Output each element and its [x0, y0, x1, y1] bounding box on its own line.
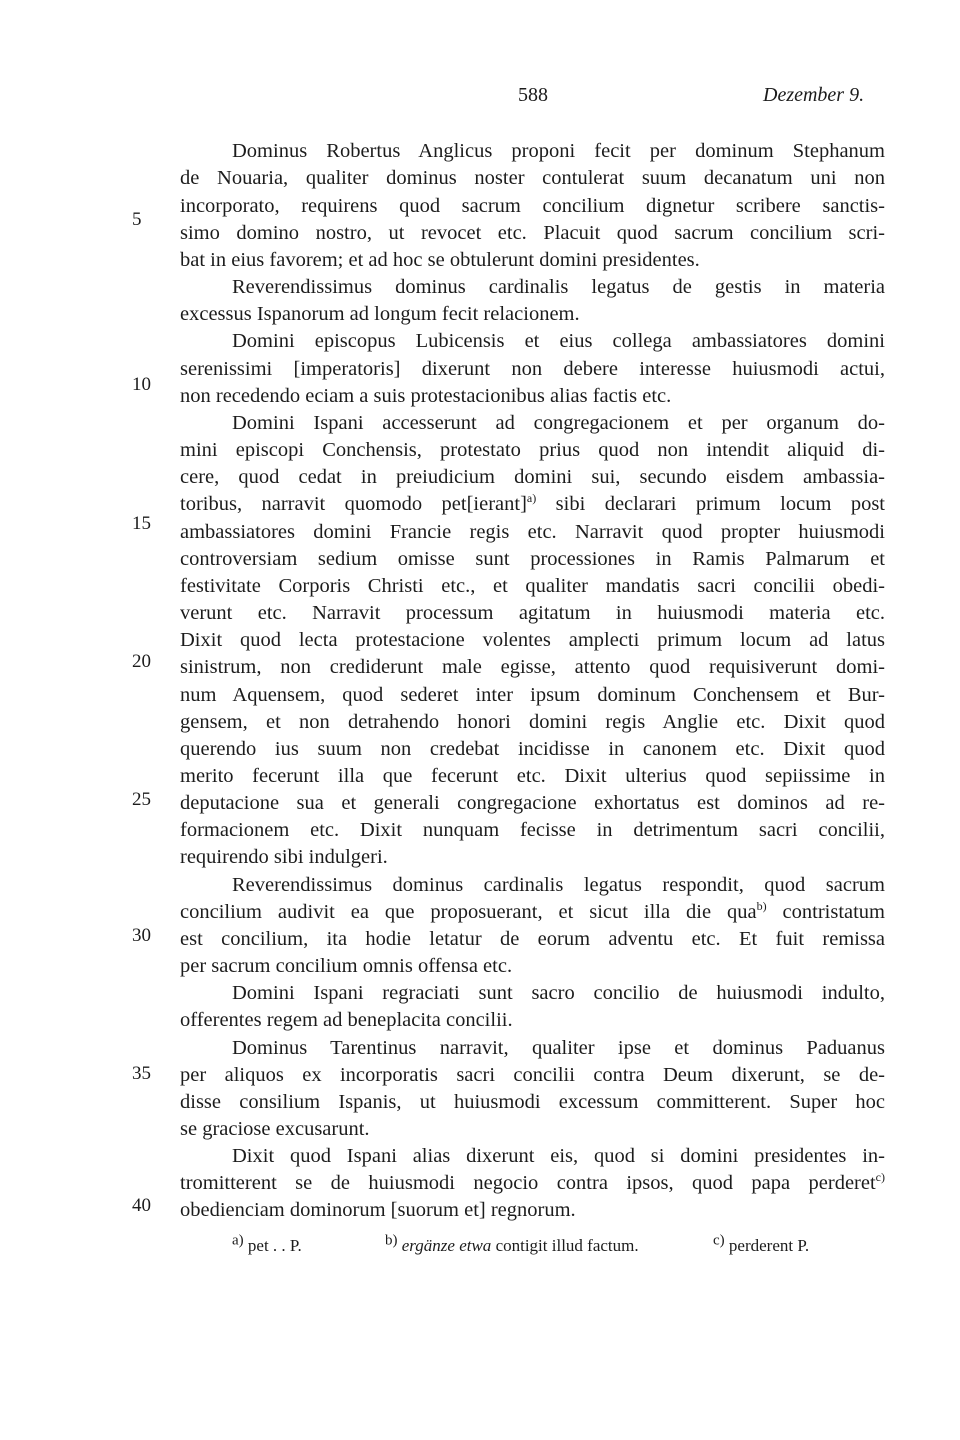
margin-line-number: 5: [132, 209, 142, 230]
footnote-text: perderent P.: [728, 1236, 810, 1255]
text-line: simo domino nostro, ut revocet etc. Placuit quod sacrum concilium scri-: [180, 222, 885, 244]
text-fragment: tromitterent se de huiusmodi negocio contra ipsos, quod papa perderet: [180, 1172, 876, 1194]
text-line: Domini episcopus Lubicensis et eius collega ambassiatores domini: [232, 330, 885, 352]
text-fragment: concilium audivit ea que proposuerant, et sicut illa die qua: [180, 901, 757, 923]
text-line: deputacione sua et generali congregacione exhortatus est dominos ad re-: [180, 792, 885, 814]
text-line: querendo ius suum non credebat incidisse in canonem etc. Dixit quod: [180, 738, 885, 760]
text-line: num Aquensem, quod sederet inter ipsum dominum Conchensem et Bur-: [180, 684, 885, 706]
text-line: incorporato, requirens quod sacrum concilium dignetur scribere sanctis-: [180, 195, 885, 217]
text-line: Domini Ispani accesserunt ad congregacionem et per organum do-: [232, 412, 885, 434]
footnote-text: contigit illud factum.: [495, 1236, 639, 1255]
margin-line-number: 35: [132, 1063, 151, 1084]
text-line: merito fecerunt illa que fecerunt etc. Dixit ulterius quod sepiissime in: [180, 765, 885, 787]
running-head: Dezember 9.: [763, 84, 865, 106]
footnote-reference: c): [875, 1170, 885, 1185]
text-line: [180, 490, 885, 518]
text-line: Domini Ispani regraciati sunt sacro concilio de huiusmodi indulto,: [232, 982, 885, 1004]
text-line: Dominus Tarentinus narravit, qualiter ipse et dominus Paduanus: [232, 1037, 885, 1059]
text-line: excessus Ispanorum ad longum fecit relacionem.: [180, 303, 580, 325]
margin-line-number: 10: [132, 374, 151, 395]
text-line: bat in eius favorem; et ad hoc se obtulerunt domini presidentes.: [180, 249, 700, 271]
footnote-a: [232, 1233, 302, 1259]
footnote-mark: c): [713, 1232, 725, 1249]
margin-line-number: 15: [132, 513, 151, 534]
text-line: controversiam sedium omisse sunt processiones in Ramis Palmarum et: [180, 548, 885, 570]
text-line: gensem, et non detrahendo honori domini regis Anglie etc. Dixit quod: [180, 711, 885, 733]
text-line: sinistrum, non crediderunt male egisse, attento quod requisiverunt domi-: [180, 656, 885, 678]
text-line: Reverendissimus dominus cardinalis legatus respondit, quod sacrum: [232, 874, 885, 896]
text-line: de Nouaria, qualiter dominus noster contulerat suum decanatum uni non: [180, 167, 885, 189]
text-line: cere, quod cedat in preiudicium domini sui, secundo eisdem ambassia-: [180, 466, 885, 488]
text-line: festivitate Corporis Christi etc., et qualiter mandatis sacri concilii obedi-: [180, 575, 885, 597]
footnote-text: pet . . P.: [247, 1236, 302, 1255]
text-fragment: toribus, narravit quomodo pet[ierant]: [180, 493, 527, 515]
text-line: verunt etc. Narravit processum agitatum in huiusmodi materia etc.: [180, 602, 885, 624]
text-line: [180, 898, 885, 926]
text-line: per sacrum concilium omnis offensa etc.: [180, 955, 513, 977]
text-line: Dixit quod lecta protestacione volentes amplecti primum locum ad latus: [180, 629, 885, 651]
text-line: se graciose excusarunt.: [180, 1118, 370, 1140]
text-line: Dixit quod Ispani alias dixerunt eis, quod si domini presidentes in-: [232, 1145, 885, 1167]
text-line: per aliquos ex incorporatis sacri concilii contra Deum dixerunt, se de-: [180, 1064, 885, 1086]
text-line: requirendo sibi indulgeri.: [180, 846, 388, 868]
text-line: Reverendissimus dominus cardinalis legatus de gestis in materia: [232, 276, 885, 298]
text-line: formacionem etc. Dixit nunquam fecisse in detrimentum sacri concilii,: [180, 819, 885, 841]
text-line: offerentes regem ad beneplacita concilii.: [180, 1009, 513, 1031]
page-number: 588: [518, 84, 548, 106]
text-line: [180, 1169, 885, 1197]
margin-line-number: 25: [132, 789, 151, 810]
text-fragment: contristatum: [766, 901, 886, 923]
margin-line-number: 20: [132, 651, 151, 672]
margin-line-number: 40: [132, 1195, 151, 1216]
footnote-italic-text: ergänze etwa: [401, 1236, 492, 1255]
footnote-mark: b): [385, 1232, 398, 1249]
footnote-b: [385, 1233, 639, 1259]
footnote-mark: a): [232, 1232, 244, 1249]
text-line: Dominus Robertus Anglicus proponi fecit per dominum Stephanum: [232, 140, 885, 162]
text-line: ambassiatores domini Francie regis etc. Narravit quod propter huiusmodi: [180, 521, 885, 543]
text-fragment: sibi declarari primum locum post: [536, 493, 885, 515]
text-line: non recedendo eciam a suis protestacionibus alias factis etc.: [180, 385, 672, 407]
text-line: disse consilium Ispanis, ut huiusmodi excessum committerent. Super hoc: [180, 1091, 885, 1113]
text-line: obedienciam dominorum [suorum et] regnorum.: [180, 1199, 576, 1221]
margin-line-number: 30: [132, 925, 151, 946]
footnote-c: [713, 1233, 809, 1259]
footnote-reference: a): [526, 491, 537, 506]
footnote-reference: b): [756, 899, 767, 914]
text-line: est concilium, ita hodie letatur de eorum adventu etc. Et fuit remissa: [180, 928, 885, 950]
text-line: serenissimi [imperatoris] dixerunt non debere interesse huiusmodi actui,: [180, 358, 885, 380]
text-line: mini episcopi Conchensis, protestato prius quod non intendit aliquid di-: [180, 439, 885, 461]
